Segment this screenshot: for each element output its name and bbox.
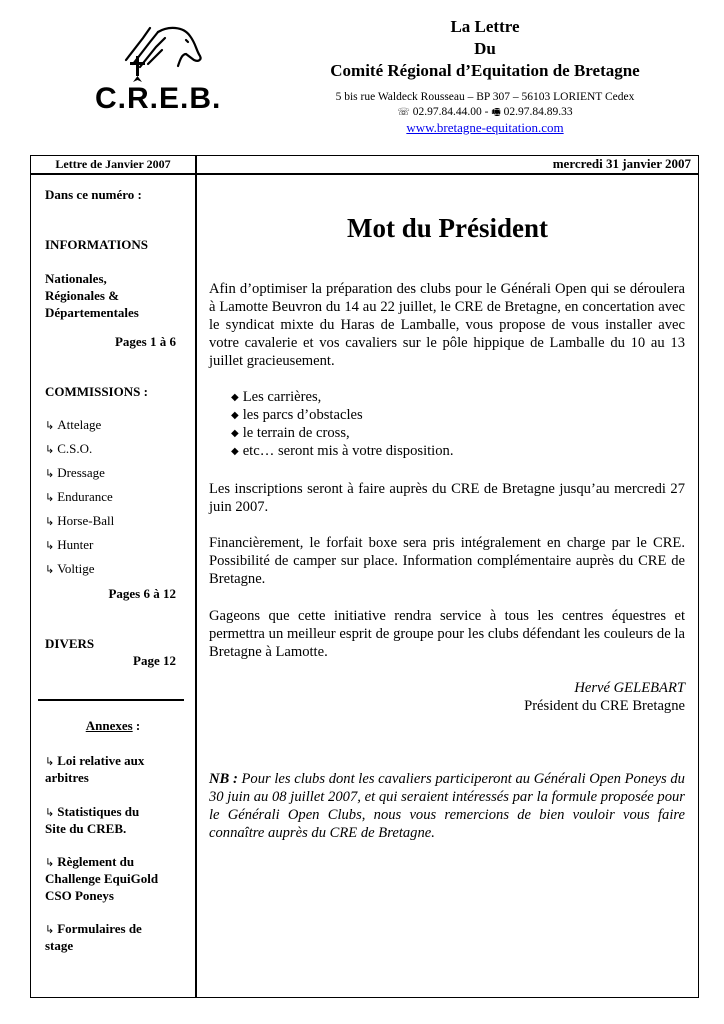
annex-item: ↳ Loi relative aux	[45, 753, 145, 768]
newsletter-title-line2: Du	[474, 39, 496, 58]
address: 5 bis rue Waldeck Rousseau – BP 307 – 56103 LORIENT Cedex	[335, 91, 635, 103]
annex-item: ↳ Statistiques du	[45, 804, 140, 819]
commissions-heading: COMMISSIONS :	[45, 384, 148, 399]
arrow-down-right-icon: ↳	[45, 467, 55, 480]
info-line: Régionales &	[45, 288, 120, 303]
commission-item: ↳ Hunter	[45, 537, 94, 552]
signature-role: Président du CRE Bretagne	[524, 698, 685, 714]
annex-item: ↳ Formulaires de	[45, 921, 142, 936]
arrow-down-right-icon: ↳	[45, 563, 55, 576]
arrow-down-right-icon: ↳	[45, 539, 55, 552]
article-title: Mot du Président	[347, 213, 548, 243]
newsletter-title-line1: La Lettre	[450, 17, 520, 36]
arrow-down-right-icon: ↳	[45, 515, 55, 528]
paragraph: Les inscriptions seront à faire auprès du CRE de Bretagne jusqu’au mercredi 27 juin 2007.	[209, 481, 685, 515]
commission-item: ↳ Horse-Ball	[45, 513, 115, 528]
divers-page: Page 12	[133, 653, 176, 668]
arrow-down-right-icon: ↳	[45, 443, 55, 456]
issue-date: mercredi 31 janvier 2007	[552, 156, 691, 171]
commission-item: ↳ Endurance	[45, 489, 113, 504]
annex-item-cont: Challenge EquiGold	[45, 871, 159, 886]
diamond-icon: ◆	[231, 410, 239, 421]
bullet-item: ◆ Les carrières,	[231, 389, 322, 405]
phone-icon: ☏	[397, 107, 410, 118]
phone-number: 02.97.84.44.00 -	[412, 106, 489, 118]
nb-note	[209, 770, 685, 842]
nb-text: Pour les clubs dont les cavaliers participeront au Générali Open Poneys du 30 juin au 08 juillet 2007, et qui seraient intéressés par la formule proposée pour le Générali Open Clubs, nous vous remercions de bien vouloir vous faire connaître auprès du CRE de Bretagne.	[209, 771, 685, 841]
arrow-down-right-icon: ↳	[45, 491, 55, 504]
annex-item-cont: CSO Poneys	[45, 888, 114, 903]
in-this-issue-heading: Dans ce numéro :	[45, 187, 142, 202]
fax-number: 02.97.84.89.33	[503, 106, 573, 118]
arrow-down-right-icon: ↳	[45, 856, 55, 869]
commission-pages: Pages 6 à 12	[108, 586, 176, 601]
info-line: Départementales	[45, 305, 139, 320]
diamond-icon: ◆	[231, 428, 239, 439]
logo-text: C.R.E.B.	[95, 82, 222, 115]
arrow-down-right-icon: ↳	[45, 923, 55, 936]
nb-label: NB :	[209, 771, 238, 787]
annex-item-cont: arbitres	[45, 770, 89, 785]
sidebar-divider	[38, 699, 184, 701]
divers-heading: DIVERS	[45, 636, 95, 651]
commission-item: ↳ Attelage	[45, 417, 102, 432]
diamond-icon: ◆	[231, 392, 239, 403]
bullet-item: ◆ les parcs d’obstacles	[231, 407, 363, 423]
arrow-down-right-icon: ↳	[45, 806, 55, 819]
diamond-icon: ◆	[231, 446, 239, 457]
info-line: Nationales,	[45, 271, 107, 286]
newsletter-title-line3: Comité Régional d’Equitation de Bretagne	[330, 61, 640, 80]
arrow-down-right-icon: ↳	[45, 419, 55, 432]
commission-item: ↳ Voltige	[45, 561, 95, 576]
info-pages: Pages 1 à 6	[114, 334, 176, 349]
annex-item-cont: stage	[45, 938, 74, 953]
signature-name: Hervé GELEBART	[574, 680, 685, 696]
annex-item: ↳ Règlement du	[45, 854, 135, 869]
issue-label: Lettre de Janvier 2007	[55, 157, 171, 171]
arrow-down-right-icon: ↳	[45, 755, 55, 768]
fax-icon: 🖷	[491, 107, 501, 118]
annex-item-cont: Site du CREB.	[45, 821, 127, 836]
paragraph: Gageons que cette initiative rendra service à tous les centres équestres et permettra un meilleur esprit de groupe pour les clubs défendant les couleurs de la Bretagne à Lamotte.	[209, 608, 685, 660]
commission-item: ↳ Dressage	[45, 465, 105, 480]
paragraph: Afin d’optimiser la préparation des clubs pour le Générali Open qui se déroulera à Lamotte Beuvron du 14 au 22 juillet, le CRE de Bretagne, en concertation avec le syndicat mixte du Haras de Lamballe, vous propose de vous installer avec votre cavalerie et vos cavaliers sur le pôle hippique de Lamballe du 10 au 13 juillet gracieusement.	[209, 281, 685, 369]
annexes-heading: Annexes :	[85, 718, 141, 733]
website-link[interactable]: www.bretagne-equitation.com	[406, 120, 564, 135]
paragraph: Financièrement, le forfait boxe sera pris intégralement en charge par le CRE. Possibilité de camper sur place. Information complémentaire auprès du CRE de Bretagne.	[209, 535, 685, 587]
informations-heading: INFORMATIONS	[45, 237, 149, 252]
commission-item: ↳ C.S.O.	[45, 441, 93, 456]
bullet-item: ◆ etc… seront mis à votre disposition.	[231, 443, 454, 459]
bullet-item: ◆ le terrain de cross,	[231, 425, 350, 441]
